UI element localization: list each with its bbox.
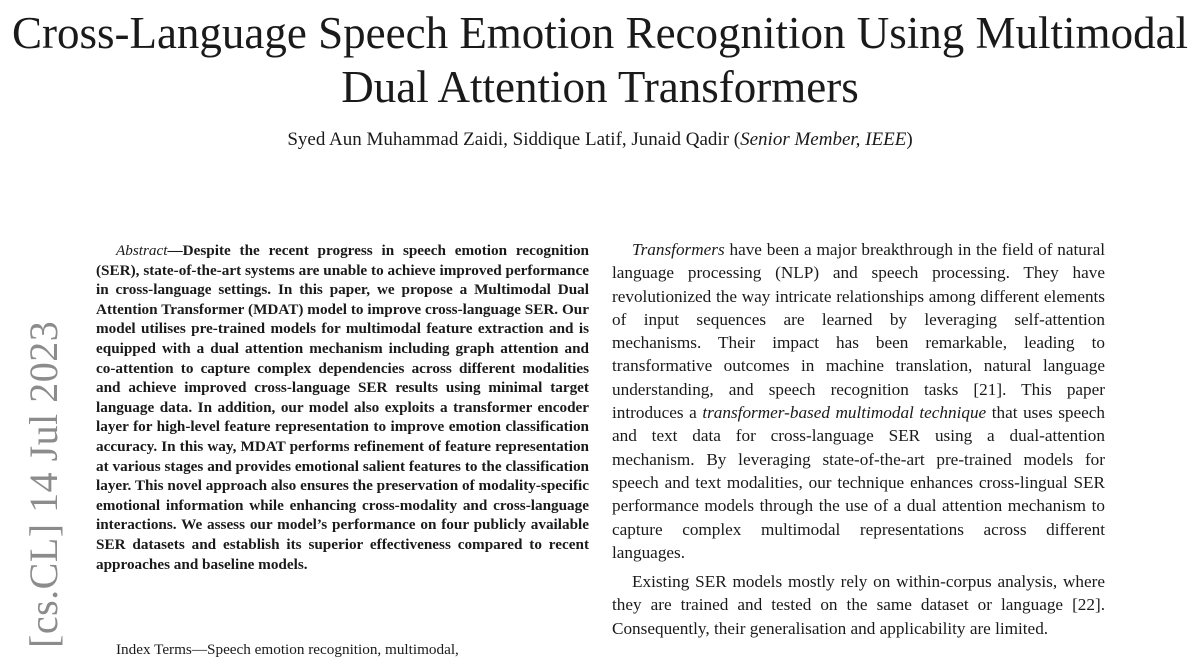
introduction-column: [612, 238, 1105, 646]
intro-emphasis-transformers: Transformers: [632, 240, 725, 259]
author-list: [0, 128, 1200, 152]
arxiv-stamp: [cs.CL] 14 Jul 2023: [21, 320, 66, 648]
author-list-close: ): [906, 129, 913, 150]
paper-title: Cross-Language Speech Emotion Recognition Using Multimodal Dual Attention Transformers: [11, 8, 1189, 112]
intro-paragraph-2: Existing SER models mostly rely on within-corpus analysis, where they are trained and tested on the same dataset or language [22]. Consequently, their generalisation and applicability are limited.: [612, 572, 1105, 638]
index-terms-partial: Index Terms—Speech emotion recognition, multimodal,: [116, 641, 459, 658]
abstract-text: —Despite the recent progress in speech emotion recognition (SER), state-of-the-art systems are unable to achieve improved performance in cross-language settings. In this paper, we propose a Multimodal Dual Attention Transformer (MDAT) model to improve cross-language SER. Our model utilises pre-trained models for multimodal feature extraction and is equipped with a dual attention mechanism including graph attention and co-attention to capture complex dependencies across different modalities and achieve improved cross-language SER results using minimal target language data. In addition, our model also exploits a transformer encoder layer for high-level feature representation to improve emotion classification accuracy. In this way, MDAT performs refinement of feature representation at various stages and provides emotional salient features to the classification layer. This novel approach also ensures the preservation of modality-specific emotional information while enhancing cross-modality and cross-language interactions. We assess our model’s performance on four publicly available SER datasets and establish its superior effectiveness compared to recent approaches and baseline models.: [96, 242, 589, 573]
intro-emphasis-technique: transformer-based multimodal technique: [702, 403, 987, 423]
intro-p1-text-b: that uses speech and text data for cross-language SER using a dual-attention mechanism. By leveraging state-of-the-art pre-trained models for speech and text modalities, our technique enhances cross-lingual SER performance models through the use of a dual attention mechanism to capture complex multimodal representations across different languages.: [612, 403, 1105, 562]
abstract-label: Abstract: [116, 242, 168, 259]
author-names: Syed Aun Muhammad Zaidi, Siddique Latif, Junaid Qadir (: [287, 129, 741, 150]
intro-paragraph-1: [612, 238, 1105, 564]
author-role: Senior Member, IEEE: [740, 129, 907, 150]
intro-p1-text-a: have been a major breakthrough in the field of natural language processing (NLP) and speech processing. They have revolutionized the way intricate relationships among different elements of input sequences are learned by leveraging self-attention mechanisms. Their impact has been remarkable, leading to transformative outcomes in machine translation, natural language understanding, and speech recognition tasks [21]. This paper introduces a: [612, 240, 1105, 423]
abstract: [96, 241, 589, 574]
